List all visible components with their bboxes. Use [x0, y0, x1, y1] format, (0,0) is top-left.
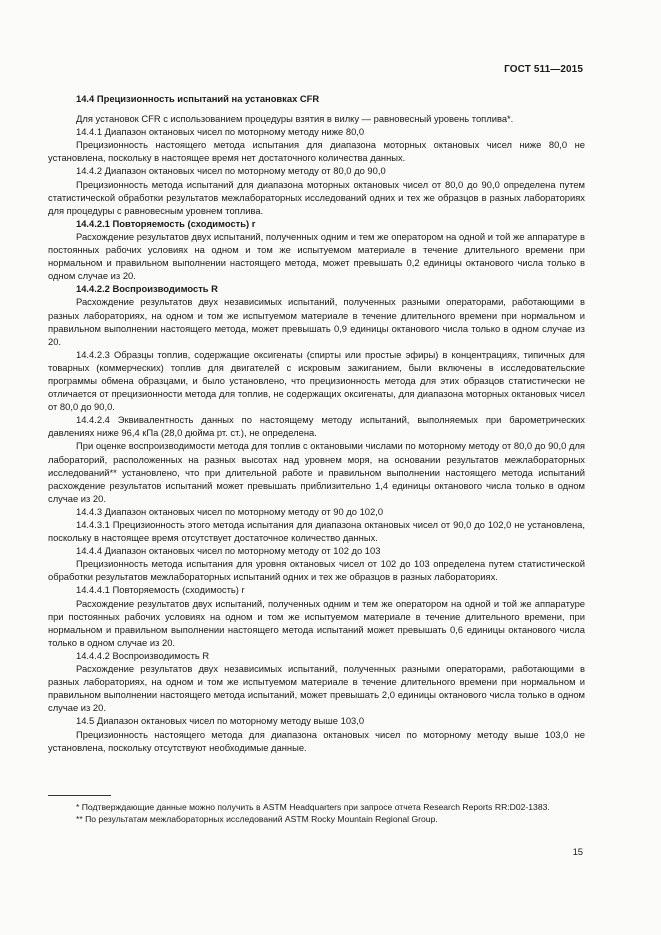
body-text	[48, 92, 585, 754]
paragraph: Расхождение результатов двух испытаний, полученных одним и тем же оператором на одной и той же аппаратуре в постоянных рабочих условиях на одном и том же испытуемом материале в течение длительного времени при нормальном и правильном выполнении настоящего метода, может превышать 0,2 единицы октанового числа только в одном случае из 20.	[48, 230, 585, 282]
footnote-divider	[48, 795, 111, 796]
footnote: * Подтверждающие данные можно получить в ASTM Headquarters при запросе отчета Research Reports RR:D02-1383.	[76, 802, 550, 812]
paragraph: Прецизионность настоящего метода испытания для диапазона моторных октановых чисел ниже 80,0 не установлена, поскольку в настоящее время нет достаточного количества данных.	[48, 139, 585, 164]
paragraph: Для установок CFR с использованием процедуры взятия в вилку — равновесный уровень топлива*.	[76, 113, 514, 125]
document-id: ГОСТ 511—2015	[504, 64, 583, 75]
paragraph: При оценке воспроизводимости метода для топлив с октановыми числами по моторному методу от 80,0 до 90,0 для лабораторий, расположенных на разных высотах над уровнем моря, на основании результатов межлабораторных исследований** установлено, что при длительной работе и правильном выполнении настоящего метода испытаний расхождение результатов испытаний может превышать приблизительно 1,4 единицы октанового числа только в одном случае из 20.	[48, 440, 585, 504]
footnote: ** По результатам межлабораторных исследований ASTM Rocky Mountain Regional Group.	[76, 814, 438, 824]
paragraph: Прецизионность метода испытания для уровня октановых чисел от 102 до 103 определена путем статистической обработки результатов межлабораторных испытаний одних и тех же образцов в разных лабораториях.	[48, 558, 585, 583]
subsection-title: 14.4.3 Диапазон октановых чисел по моторному методу от 90 до 102,0	[76, 505, 384, 517]
section-heading: 14.4 Прецизионность испытаний на установках CFR	[76, 93, 320, 104]
paragraph: Расхождение результатов двух независимых испытаний, полученных разными операторами, работающими в разных лабораториях, на одном и том же испытуемом материале в течение длительного времени при нормальном и правильном выполнении настоящего метода испытаний, может превышать 2,0 единицы октанового числа только в одном случае из 20.	[48, 663, 585, 714]
page-number: 15	[572, 846, 583, 857]
subsection-title: 14.5 Диапазон октановых чисел по моторному методу выше 103,0	[76, 715, 365, 727]
paragraph: 14.4.3.1 Прецизионность этого метода испытания для диапазона октановых чисел от 90,0 до 102,0 не установлена, поскольку в настоящее время отсутствует достаточное количество данных.	[48, 519, 585, 544]
paragraph: Прецизионность метода испытаний для диапазона моторных октановых чисел от 80,0 до 90,0 определена путем статистической обработки результатов межлабораторных исследований одних и тех же образцов в разных лабораториях для процедуры с равновесным уровнем топлива.	[48, 178, 585, 216]
subsection-title: 14.4.1 Диапазон октановых чисел по моторному методу ниже 80,0	[76, 126, 365, 138]
paragraph: Расхождение результатов двух испытаний, полученных одним и тем же оператором на одной и той же аппаратуре при постоянных рабочих условиях на одном и том же испытуемом материале в течение длительного времени, при нормальном и правильном выполнении настоящего метода испытаний может превышать 0,6 единицы октанового числа только в одном случае из 20.	[48, 597, 585, 648]
paragraph: 14.4.2.3 Образцы топлив, содержащие оксигенаты (спирты или простые эфиры) в концентрациях, типичных для товарных (коммерческих) топлив для двигателей с искровым зажиганием, были включены в исследовательские программы обмена образцами, и было установлено, что прецизионность метода для этих образцов статистически не отличается от прецизионности метода для топлив, не содержащих оксигенаты, для диапазона моторных октановых чисел от 80,0 до 90,0.	[48, 348, 585, 413]
subsection-title: 14.4.2 Диапазон октановых чисел по моторному методу от 80,0 до 90,0	[76, 165, 386, 177]
subsection-title: 14.4.4 Диапазон октановых чисел по моторному методу от 102 до 103	[76, 545, 381, 557]
footnotes	[48, 795, 585, 825]
paragraph: Расхождение результатов двух независимых испытаний, полученных разными операторами, работающими в разных лабораториях, на одном и том же испытуемом материале в течение длительного времени при нормальном и правильном выполнении настоящего метода, может превышать 0,9 единицы октанового числа только в одном случае из 20.	[48, 296, 585, 347]
subsection-title: 14.4.2.2 Воспроизводимость R	[76, 283, 218, 295]
subsection-title: 14.4.4.1 Повторяемость (сходимость) r	[76, 584, 245, 596]
subsection-title: 14.4.4.2 Воспроизводимость R	[76, 649, 210, 661]
paragraph: Прецизионность настоящего метода для диапазона октановых чисел по моторному методу выше 103,0 не установлена, поскольку отсутствуют необходимые данные.	[48, 728, 585, 753]
subsection-title: 14.4.2.1 Повторяемость (сходимость) r	[76, 217, 256, 229]
paragraph: 14.4.2.4 Эквивалентность данных по настоящему методу испытаний, выполняемых при барометрических давлениях ниже 96,4 кПа (28,0 дюйма рт. ст.), не определена.	[48, 414, 585, 439]
